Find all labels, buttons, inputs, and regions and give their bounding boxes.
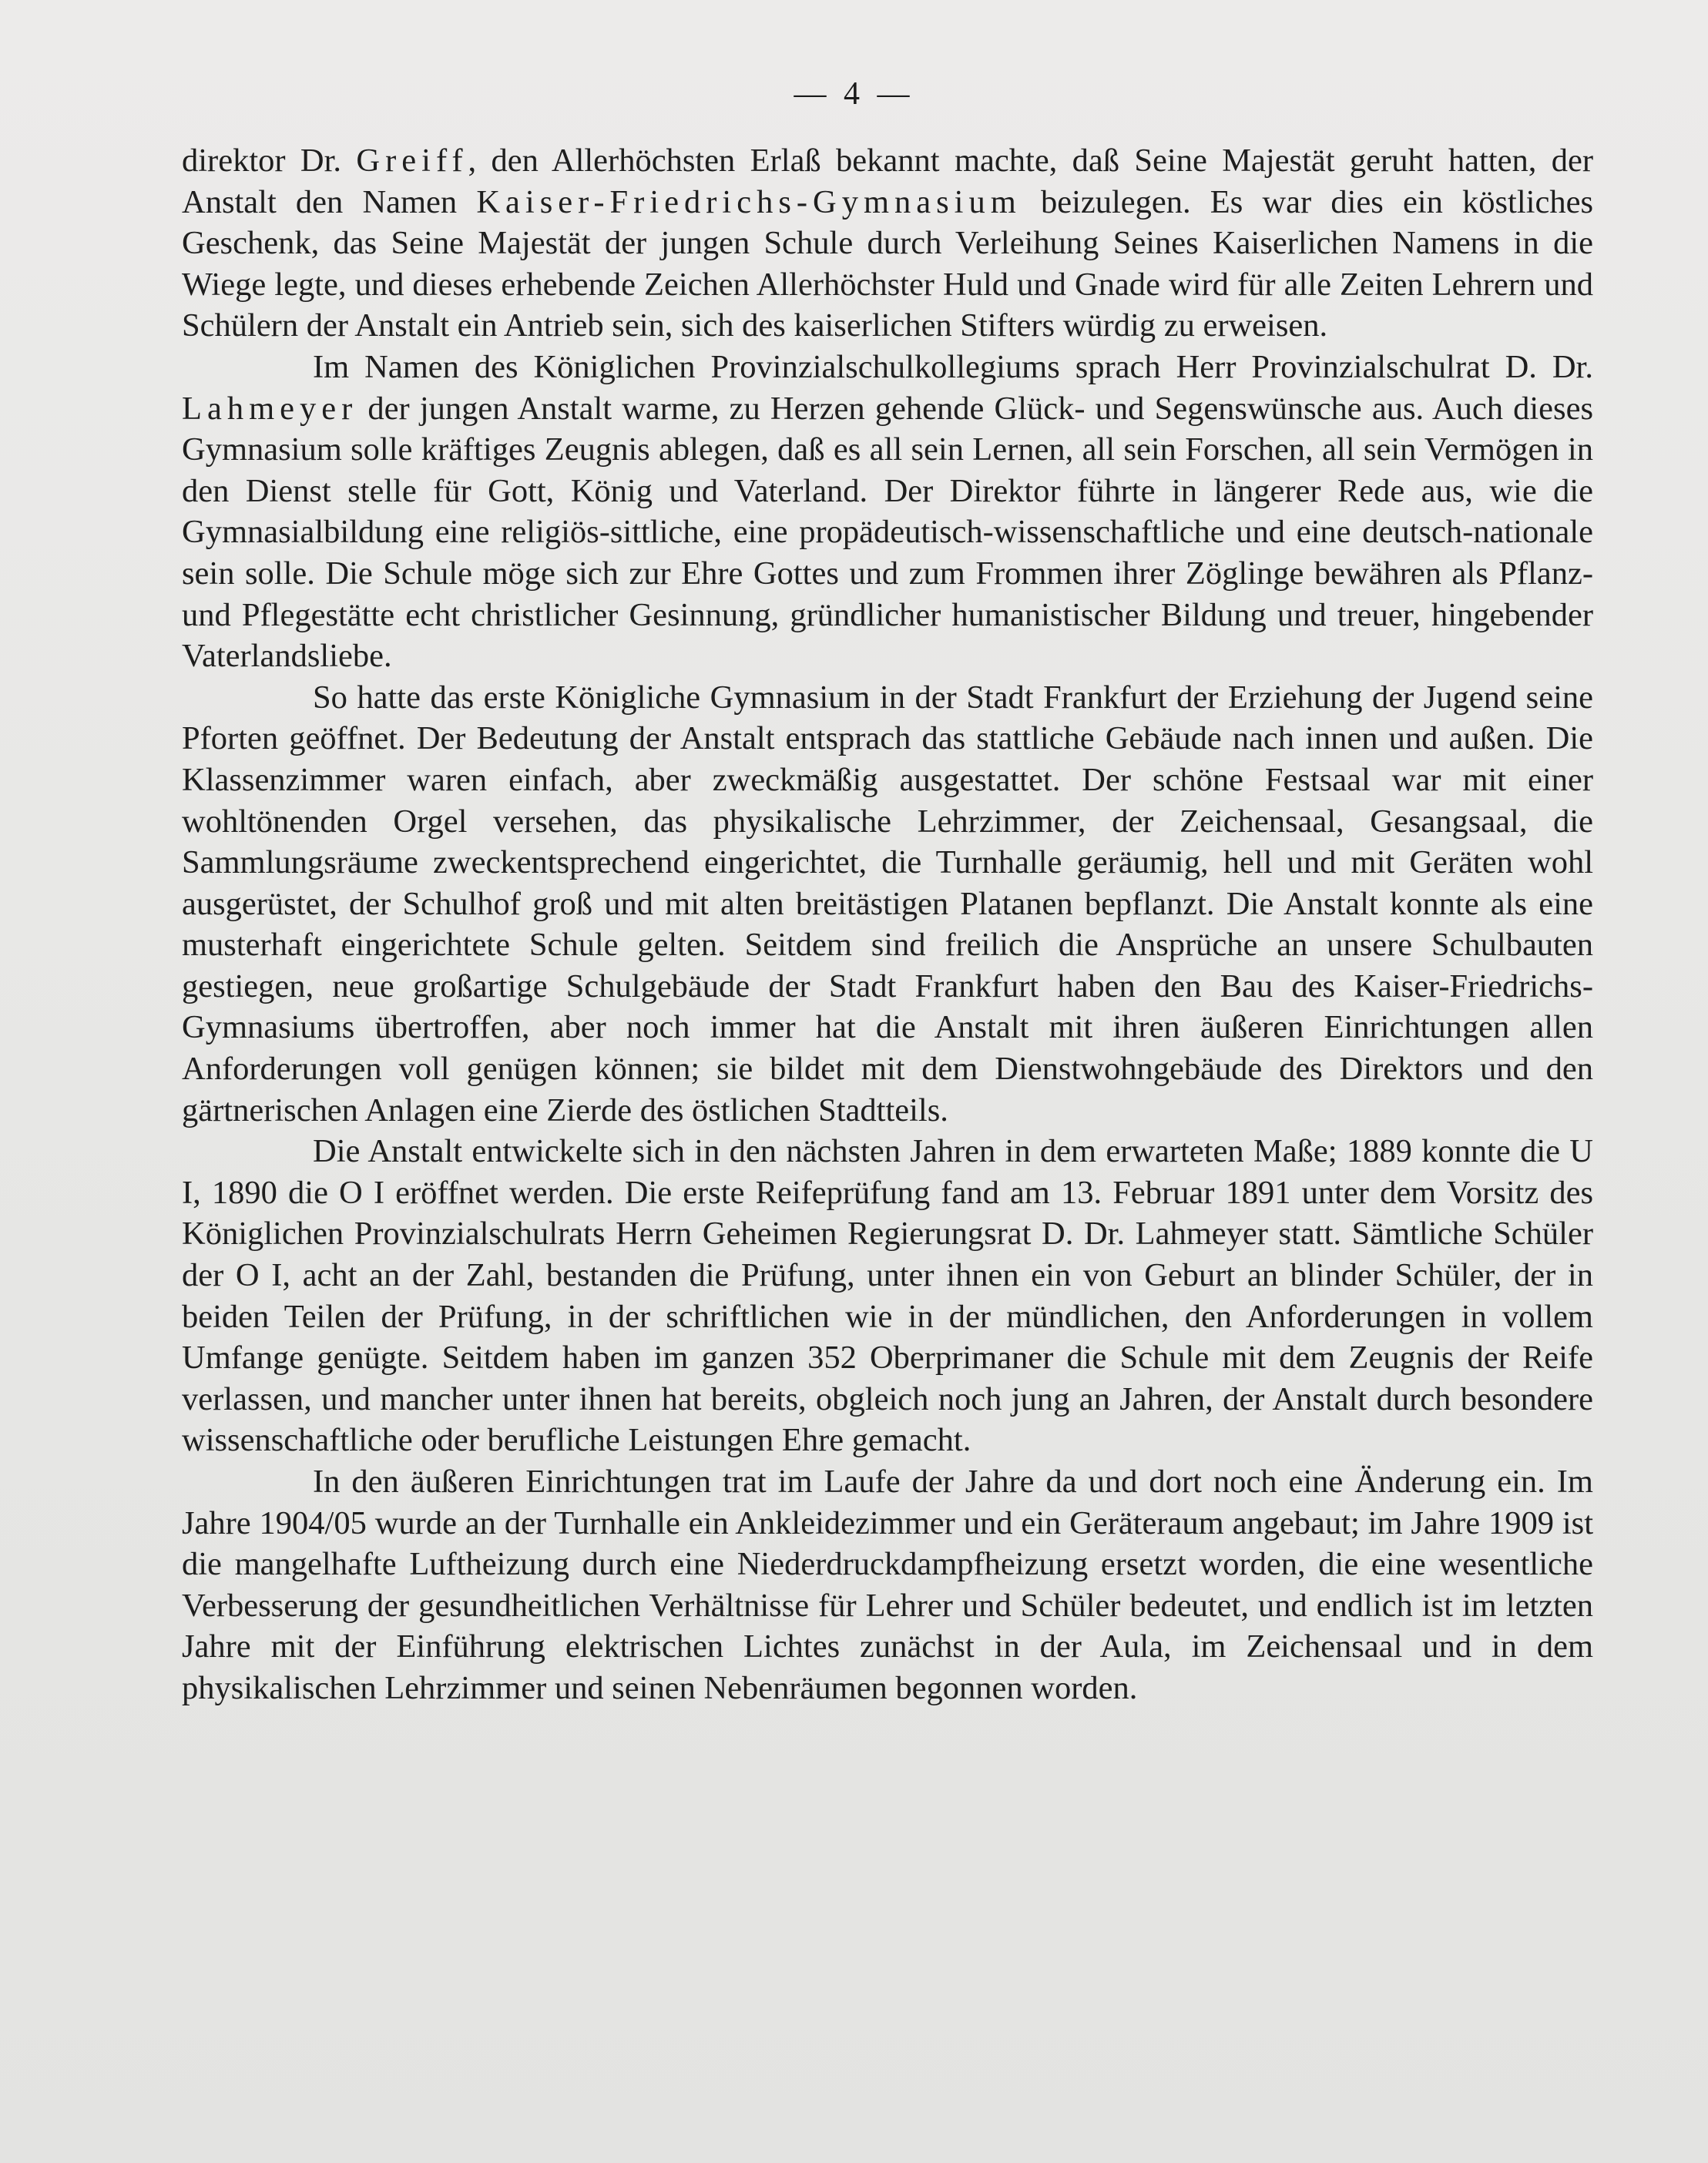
paragraph-1 bbox=[182, 140, 1593, 347]
paragraph-text: beizulegen. Es war dies ein köstliches Geschenk, das Seine Majestät der jungen Schule durch Verleihung Seines Kaiserlichen Namens in die Wiege legte, und dieses erhebende Zeichen Allerhöchster Huld und Gnade wird für alle Zeiten Lehrern und Schülern der Anstalt ein Antrieb sein, sich des kaiserlichen Stifters würdig zu erweisen. bbox=[182, 183, 1593, 344]
paragraph-text: Im Namen des Königlichen Provinzialschulkollegiums sprach Herr Provinzialschulrat D. Dr. bbox=[313, 348, 1593, 385]
paragraph-4: Die Anstalt entwickelte sich in den nächsten Jahren in dem erwarteten Maße; 1889 konnte die U I, 1890 die O I eröffnet werden. Die erste Reifeprüfung fand am 13. Februar 1891 unter dem Vorsitz des Königlichen Provinzialschulrats Herrn Geheimen Regierungsrat D. Dr. Lahmeyer statt. Sämtliche Schüler der O I, acht an der Zahl, bestanden die Prüfung, unter ihnen ein von Geburt an blinder Schüler, der in beiden Teilen der Prüfung, in der schriftlichen wie in der mündlichen, den Anforderungen in vollem Umfange genügte. Seitdem haben im ganzen 352 Oberprimaner die Schule mit dem Zeugnis der Reife verlassen, und mancher unter ihnen hat bereits, obgleich noch jung an Jahren, der Anstalt durch besondere wissenschaftliche oder berufliche Leistungen Ehre gemacht. bbox=[182, 1133, 1593, 1459]
paragraph-text: direktor Dr. bbox=[182, 143, 357, 179]
name-greiff: Greiff bbox=[356, 143, 468, 179]
page-number: — 4 — bbox=[794, 76, 914, 112]
paragraph-text: der jungen Anstalt warme, zu Herzen gehende Glück- und Segenswünsche aus. Auch dieses Gymnasium solle kräftiges Zeugnis ablegen, daß es all sein Lernen, all sein Forschen, all sein Vermögen in den Dienst stelle für Gott, König und Vaterland. Der Direktor führte in längerer Rede aus, wie die Gymnasialbildung eine religiös-sittliche, eine propädeutisch-wissenschaftliche und eine deutsch-nationale sein solle. Die Schule möge sich zur Ehre Gottes und zum Frommen ihrer Zöglinge bewähren als Pflanz- und Pflegestätte echt christlicher Gesinnung, gründlicher humanistischer Bildung und treuer, hingebender Vaterlandsliebe. bbox=[182, 390, 1593, 675]
paragraph-text: , den Allerhöchsten Erlaß bekannt machte, daß Seine Majestät geruht hatten, der Anstalt den Namen bbox=[182, 143, 1593, 220]
paragraph-5: In den äußeren Einrichtungen trat im Laufe der Jahre da und dort noch eine Änderung ein. Im Jahre 1904/05 wurde an der Turnhalle ein Ankleidezimmer und ein Geräteraum angebaut; im Jahre 1909 ist die mangelhafte Luftheizung durch eine Niederdruckdampfheizung ersetzt worden, die eine wesentliche Verbesserung der gesundheitlichen Verhältnisse für Lehrer und Schüler bedeutet, und endlich ist im letzten Jahre mit der Einführung elektrischen Lichtes zunächst in der Aula, im Zeichensaal und in dem physikalischen Lehrzimmer und seinen Nebenräumen begonnen worden. bbox=[182, 1464, 1593, 1706]
paragraph-3: So hatte das erste Königliche Gymnasium in der Stadt Frankfurt der Erziehung der Jugend seine Pforten geöffnet. Der Bedeutung der Anstalt entsprach das stattliche Gebäude nach innen und außen. Die Klassenzimmer waren einfach, aber zweckmäßig ausgestattet. Der schöne Festsaal war mit einer wohltönenden Orgel versehen, das physikalische Lehrzimmer, der Zeichensaal, Gesangsaal, die Sammlungsräume zweckentsprechend eingerichtet, die Turnhalle geräumig, hell und mit Geräten wohl ausgerüstet, der Schulhof groß und mit alten breitästigen Platanen bepflanzt. Die Anstalt konnte als eine musterhaft eingerichtete Schule gelten. Seitdem sind freilich die Ansprüche an unsere Schulbauten gestiegen, neue großartige Schulgebäude der Stadt Frankfurt haben den Bau des Kaiser-Friedrichs-Gymnasiums übertroffen, aber noch immer hat die Anstalt mit ihren äußeren Einrichtungen allen Anforderungen voll genügen können; sie bildet mit dem Dienstwohngebäude des Direktors und den gärtnerischen Anlagen eine Zierde des östlichen Stadtteils. bbox=[182, 679, 1593, 1128]
school-name: Kaiser-Friedrichs-Gymnasium bbox=[476, 183, 1022, 220]
body-text bbox=[182, 140, 1593, 1709]
paragraph-2 bbox=[182, 347, 1593, 677]
name-lahmeyer: Lahmeyer bbox=[182, 390, 358, 427]
